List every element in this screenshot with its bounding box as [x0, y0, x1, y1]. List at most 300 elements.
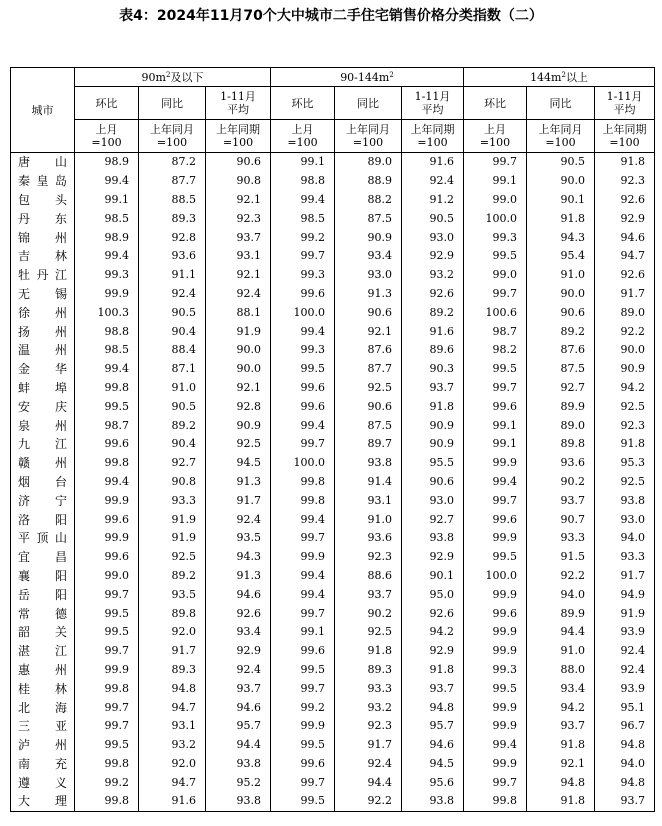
column-base-1-2: 上年同期 =100 — [402, 120, 464, 153]
index-value: 99.3 — [271, 341, 335, 360]
index-value: 87.5 — [527, 360, 595, 379]
city-name: 岳阳 — [11, 585, 75, 604]
index-value: 93.7 — [402, 379, 464, 398]
index-value: 99.4 — [271, 416, 335, 435]
table-row — [11, 303, 655, 322]
table-row — [11, 360, 655, 379]
index-value: 93.7 — [595, 792, 655, 811]
city-name: 常德 — [11, 604, 75, 623]
index-value: 99.9 — [464, 585, 527, 604]
index-value: 91.7 — [206, 491, 271, 510]
index-value: 94.8 — [527, 773, 595, 792]
table-row — [11, 529, 655, 548]
city-name: 惠州 — [11, 661, 75, 680]
index-value: 93.8 — [595, 491, 655, 510]
index-value: 92.5 — [335, 379, 402, 398]
column-label-0-0: 环比 — [75, 87, 139, 120]
index-value: 94.0 — [595, 529, 655, 548]
index-value: 99.5 — [271, 736, 335, 755]
index-value: 92.2 — [527, 567, 595, 586]
index-value: 89.3 — [139, 661, 206, 680]
index-value: 91.3 — [335, 285, 402, 304]
index-value: 94.9 — [595, 585, 655, 604]
index-value: 92.4 — [402, 172, 464, 191]
table-row — [11, 285, 655, 304]
city-name: 唐山 — [11, 153, 75, 172]
index-value: 90.0 — [527, 172, 595, 191]
index-value: 90.8 — [206, 172, 271, 191]
index-value: 95.4 — [527, 247, 595, 266]
index-value: 99.6 — [271, 397, 335, 416]
city-name: 韶关 — [11, 623, 75, 642]
index-value: 90.5 — [402, 209, 464, 228]
index-value: 95.1 — [595, 698, 655, 717]
index-value: 92.6 — [595, 266, 655, 285]
index-value: 99.6 — [464, 397, 527, 416]
index-value: 99.7 — [75, 585, 139, 604]
index-value: 99.9 — [464, 623, 527, 642]
index-value: 89.2 — [139, 416, 206, 435]
index-value: 89.7 — [335, 435, 402, 454]
index-value: 91.6 — [402, 153, 464, 172]
index-value: 92.1 — [335, 322, 402, 341]
index-value: 87.6 — [527, 341, 595, 360]
city-header: 城市 — [11, 68, 75, 153]
index-value: 99.8 — [75, 679, 139, 698]
index-value: 95.7 — [402, 717, 464, 736]
index-value: 99.5 — [464, 548, 527, 567]
index-value: 93.7 — [335, 585, 402, 604]
index-value: 90.3 — [402, 360, 464, 379]
city-name: 安庆 — [11, 397, 75, 416]
index-value: 93.5 — [206, 529, 271, 548]
index-value: 93.0 — [335, 266, 402, 285]
index-value: 99.1 — [271, 153, 335, 172]
index-value: 98.9 — [75, 153, 139, 172]
index-value: 91.0 — [527, 642, 595, 661]
index-value: 91.1 — [139, 266, 206, 285]
index-value: 99.5 — [464, 679, 527, 698]
city-name: 丹东 — [11, 209, 75, 228]
city-name: 吉林 — [11, 247, 75, 266]
index-value: 87.2 — [139, 153, 206, 172]
index-value: 93.1 — [206, 247, 271, 266]
index-value: 93.7 — [402, 679, 464, 698]
index-value: 93.3 — [527, 529, 595, 548]
index-value: 99.5 — [75, 604, 139, 623]
table-row — [11, 679, 655, 698]
index-value: 93.8 — [206, 792, 271, 811]
table-row — [11, 247, 655, 266]
index-value: 92.6 — [402, 285, 464, 304]
index-value: 92.7 — [402, 510, 464, 529]
index-value: 99.1 — [75, 191, 139, 210]
index-value: 87.5 — [335, 416, 402, 435]
table-row — [11, 454, 655, 473]
index-value: 90.6 — [335, 397, 402, 416]
index-value: 89.3 — [335, 661, 402, 680]
index-value: 99.7 — [75, 698, 139, 717]
index-value: 99.7 — [271, 529, 335, 548]
index-value: 93.7 — [206, 228, 271, 247]
index-value: 92.2 — [595, 322, 655, 341]
index-value: 94.6 — [402, 736, 464, 755]
index-value: 99.9 — [75, 661, 139, 680]
index-value: 98.5 — [271, 209, 335, 228]
city-name: 襄阳 — [11, 567, 75, 586]
price-index-table — [10, 67, 655, 812]
index-value: 99.1 — [464, 435, 527, 454]
index-value: 99.3 — [271, 266, 335, 285]
column-base-2-0: 上月 =100 — [464, 120, 527, 153]
index-value: 99.5 — [75, 397, 139, 416]
index-value: 99.7 — [464, 379, 527, 398]
index-value: 99.6 — [271, 755, 335, 774]
index-value: 90.9 — [402, 416, 464, 435]
index-value: 100.0 — [464, 209, 527, 228]
city-name: 三亚 — [11, 717, 75, 736]
index-value: 99.8 — [271, 473, 335, 492]
index-value: 99.5 — [464, 360, 527, 379]
index-value: 99.4 — [271, 322, 335, 341]
index-value: 99.9 — [464, 717, 527, 736]
index-value: 91.0 — [335, 510, 402, 529]
column-base-0-0: 上月 =100 — [75, 120, 139, 153]
index-value: 94.5 — [402, 755, 464, 774]
index-value: 89.0 — [527, 416, 595, 435]
index-value: 91.8 — [595, 153, 655, 172]
city-name: 泸州 — [11, 736, 75, 755]
index-value: 92.5 — [139, 548, 206, 567]
index-value: 90.5 — [139, 303, 206, 322]
index-value: 92.4 — [335, 755, 402, 774]
index-value: 99.4 — [464, 473, 527, 492]
index-value: 92.9 — [402, 548, 464, 567]
index-value: 91.7 — [335, 736, 402, 755]
index-value: 92.2 — [335, 792, 402, 811]
city-name: 锦州 — [11, 228, 75, 247]
index-value: 99.4 — [75, 247, 139, 266]
index-value: 93.6 — [139, 247, 206, 266]
column-base-1-1: 上年同月 =100 — [335, 120, 402, 153]
column-label-2-1: 同比 — [527, 87, 595, 120]
table-row — [11, 228, 655, 247]
index-value: 90.0 — [527, 285, 595, 304]
table-row — [11, 773, 655, 792]
index-value: 88.5 — [139, 191, 206, 210]
index-value: 99.9 — [464, 529, 527, 548]
city-name: 扬州 — [11, 322, 75, 341]
column-label-2-0: 环比 — [464, 87, 527, 120]
index-value: 91.8 — [402, 661, 464, 680]
index-value: 98.8 — [271, 172, 335, 191]
index-value: 94.7 — [139, 773, 206, 792]
index-value: 91.0 — [139, 379, 206, 398]
index-value: 93.8 — [335, 454, 402, 473]
index-value: 94.8 — [139, 679, 206, 698]
index-value: 91.9 — [139, 529, 206, 548]
group-header-small: $90m^2$及以下 — [75, 68, 271, 87]
index-value: 90.7 — [527, 510, 595, 529]
index-value: 93.0 — [595, 510, 655, 529]
index-value: 91.7 — [139, 642, 206, 661]
city-name: 牡丹江 — [11, 266, 75, 285]
column-base-2-1: 上年同月 =100 — [527, 120, 595, 153]
table-row — [11, 510, 655, 529]
table-row — [11, 698, 655, 717]
index-value: 94.0 — [595, 755, 655, 774]
index-value: 93.3 — [595, 548, 655, 567]
index-value: 92.0 — [139, 755, 206, 774]
index-value: 92.4 — [206, 661, 271, 680]
index-value: 93.7 — [527, 717, 595, 736]
table-row — [11, 567, 655, 586]
city-name: 蚌埠 — [11, 379, 75, 398]
index-value: 91.8 — [527, 209, 595, 228]
index-value: 93.3 — [335, 679, 402, 698]
index-value: 99.5 — [464, 247, 527, 266]
index-value: 93.7 — [206, 679, 271, 698]
column-label-0-2: 1-11月 平均 — [206, 87, 271, 120]
index-value: 92.6 — [206, 604, 271, 623]
index-value: 99.4 — [271, 510, 335, 529]
index-value: 99.5 — [271, 792, 335, 811]
index-value: 93.1 — [335, 491, 402, 510]
index-value: 94.8 — [402, 698, 464, 717]
index-value: 99.7 — [271, 604, 335, 623]
table-row — [11, 736, 655, 755]
index-value: 93.4 — [527, 679, 595, 698]
index-value: 99.9 — [271, 717, 335, 736]
index-value: 99.4 — [75, 473, 139, 492]
city-name: 秦皇岛 — [11, 172, 75, 191]
index-value: 91.8 — [402, 397, 464, 416]
index-value: 99.0 — [464, 191, 527, 210]
index-value: 91.8 — [527, 792, 595, 811]
city-name: 洛阳 — [11, 510, 75, 529]
index-value: 89.0 — [335, 153, 402, 172]
index-value: 93.2 — [139, 736, 206, 755]
city-name: 金华 — [11, 360, 75, 379]
index-value: 99.8 — [75, 755, 139, 774]
index-value: 99.5 — [75, 623, 139, 642]
index-value: 93.3 — [139, 491, 206, 510]
index-value: 92.7 — [139, 454, 206, 473]
index-value: 98.8 — [75, 322, 139, 341]
table-row — [11, 435, 655, 454]
index-value: 99.7 — [271, 247, 335, 266]
index-value: 99.2 — [271, 698, 335, 717]
index-value: 89.8 — [527, 435, 595, 454]
index-value: 90.1 — [402, 567, 464, 586]
table-row — [11, 717, 655, 736]
table-row — [11, 585, 655, 604]
index-value: 89.2 — [527, 322, 595, 341]
city-name: 宜昌 — [11, 548, 75, 567]
index-value: 99.1 — [464, 172, 527, 191]
index-value: 92.3 — [206, 209, 271, 228]
index-value: 98.5 — [75, 209, 139, 228]
table-row — [11, 792, 655, 811]
index-value: 99.9 — [271, 548, 335, 567]
index-value: 99.6 — [75, 510, 139, 529]
index-value: 92.8 — [206, 397, 271, 416]
index-value: 99.7 — [464, 285, 527, 304]
column-base-1-0: 上月 =100 — [271, 120, 335, 153]
index-value: 99.6 — [271, 642, 335, 661]
index-value: 90.0 — [595, 341, 655, 360]
index-value: 90.4 — [139, 322, 206, 341]
index-value: 99.9 — [464, 454, 527, 473]
index-value: 93.2 — [335, 698, 402, 717]
index-value: 90.2 — [527, 473, 595, 492]
table-row — [11, 322, 655, 341]
index-value: 99.8 — [464, 792, 527, 811]
index-value: 98.7 — [464, 322, 527, 341]
city-name: 温州 — [11, 341, 75, 360]
column-base-0-2: 上年同期 =100 — [206, 120, 271, 153]
index-value: 99.6 — [464, 604, 527, 623]
index-value: 94.6 — [595, 228, 655, 247]
index-value: 95.2 — [206, 773, 271, 792]
index-value: 98.9 — [75, 228, 139, 247]
index-value: 93.4 — [206, 623, 271, 642]
index-value: 99.1 — [271, 623, 335, 642]
index-value: 88.4 — [139, 341, 206, 360]
index-value: 98.7 — [75, 416, 139, 435]
index-value: 90.9 — [595, 360, 655, 379]
index-value: 94.6 — [206, 585, 271, 604]
index-value: 90.1 — [527, 191, 595, 210]
index-value: 98.5 — [75, 341, 139, 360]
index-value: 99.7 — [75, 642, 139, 661]
index-value: 99.6 — [75, 548, 139, 567]
index-value: 99.9 — [464, 642, 527, 661]
index-value: 93.7 — [527, 491, 595, 510]
table-row — [11, 191, 655, 210]
index-value: 100.0 — [464, 567, 527, 586]
index-value: 94.0 — [527, 585, 595, 604]
index-value: 99.7 — [464, 491, 527, 510]
city-name: 南充 — [11, 755, 75, 774]
index-value: 95.6 — [402, 773, 464, 792]
city-name: 赣州 — [11, 454, 75, 473]
index-value: 88.0 — [527, 661, 595, 680]
index-value: 95.0 — [402, 585, 464, 604]
city-name: 烟台 — [11, 473, 75, 492]
index-value: 94.8 — [595, 736, 655, 755]
index-value: 99.1 — [464, 416, 527, 435]
index-value: 91.9 — [595, 604, 655, 623]
index-value: 92.9 — [402, 247, 464, 266]
index-value: 99.4 — [464, 736, 527, 755]
index-value: 99.8 — [75, 792, 139, 811]
index-value: 99.7 — [271, 679, 335, 698]
index-value: 91.7 — [595, 285, 655, 304]
index-value: 91.9 — [206, 322, 271, 341]
city-name: 济宁 — [11, 491, 75, 510]
index-value: 90.6 — [527, 303, 595, 322]
index-value: 99.9 — [464, 698, 527, 717]
city-name: 泉州 — [11, 416, 75, 435]
index-value: 93.6 — [335, 529, 402, 548]
index-value: 100.3 — [75, 303, 139, 322]
index-value: 89.6 — [402, 341, 464, 360]
index-value: 93.2 — [402, 266, 464, 285]
index-value: 93.9 — [595, 623, 655, 642]
index-value: 94.5 — [206, 454, 271, 473]
index-value: 93.1 — [139, 717, 206, 736]
index-value: 99.7 — [271, 435, 335, 454]
index-value: 98.2 — [464, 341, 527, 360]
index-value: 89.3 — [139, 209, 206, 228]
index-value: 90.9 — [402, 435, 464, 454]
table-row — [11, 491, 655, 510]
index-value: 88.2 — [335, 191, 402, 210]
index-value: 91.8 — [595, 435, 655, 454]
index-value: 92.5 — [595, 397, 655, 416]
index-value: 94.2 — [402, 623, 464, 642]
column-base-2-2: 上年同期 =100 — [595, 120, 655, 153]
index-value: 94.4 — [527, 623, 595, 642]
column-base-0-1: 上年同月 =100 — [139, 120, 206, 153]
index-value: 90.9 — [335, 228, 402, 247]
index-value: 87.7 — [139, 172, 206, 191]
table-row — [11, 172, 655, 191]
index-value: 94.2 — [527, 698, 595, 717]
index-value: 90.9 — [206, 416, 271, 435]
index-value: 90.4 — [139, 435, 206, 454]
column-label-1-2: 1-11月 平均 — [402, 87, 464, 120]
index-value: 87.5 — [335, 209, 402, 228]
index-value: 94.7 — [595, 247, 655, 266]
table-row — [11, 642, 655, 661]
index-value: 92.3 — [335, 717, 402, 736]
index-value: 99.9 — [75, 529, 139, 548]
index-value: 99.9 — [75, 491, 139, 510]
index-value: 91.8 — [527, 736, 595, 755]
index-value: 99.7 — [464, 773, 527, 792]
index-value: 94.4 — [206, 736, 271, 755]
index-value: 99.9 — [464, 755, 527, 774]
city-name: 遵义 — [11, 773, 75, 792]
index-value: 92.3 — [595, 416, 655, 435]
index-value: 92.1 — [206, 379, 271, 398]
column-label-1-0: 环比 — [271, 87, 335, 120]
table-row — [11, 548, 655, 567]
index-value: 90.0 — [206, 341, 271, 360]
index-value: 99.6 — [271, 285, 335, 304]
index-value: 92.9 — [595, 209, 655, 228]
index-value: 95.3 — [595, 454, 655, 473]
index-value: 99.8 — [75, 454, 139, 473]
group-header-large: $144m^2$以上 — [464, 68, 655, 87]
city-name: 包头 — [11, 191, 75, 210]
table-row — [11, 153, 655, 172]
city-name: 大理 — [11, 792, 75, 811]
index-value: 99.4 — [75, 172, 139, 191]
index-value: 89.9 — [527, 604, 595, 623]
index-value: 100.0 — [271, 303, 335, 322]
index-value: 92.0 — [139, 623, 206, 642]
index-value: 90.0 — [206, 360, 271, 379]
column-label-1-1: 同比 — [335, 87, 402, 120]
index-value: 92.4 — [595, 642, 655, 661]
index-value: 93.8 — [206, 755, 271, 774]
index-value: 92.6 — [402, 604, 464, 623]
index-value: 91.8 — [335, 642, 402, 661]
index-value: 99.3 — [75, 266, 139, 285]
